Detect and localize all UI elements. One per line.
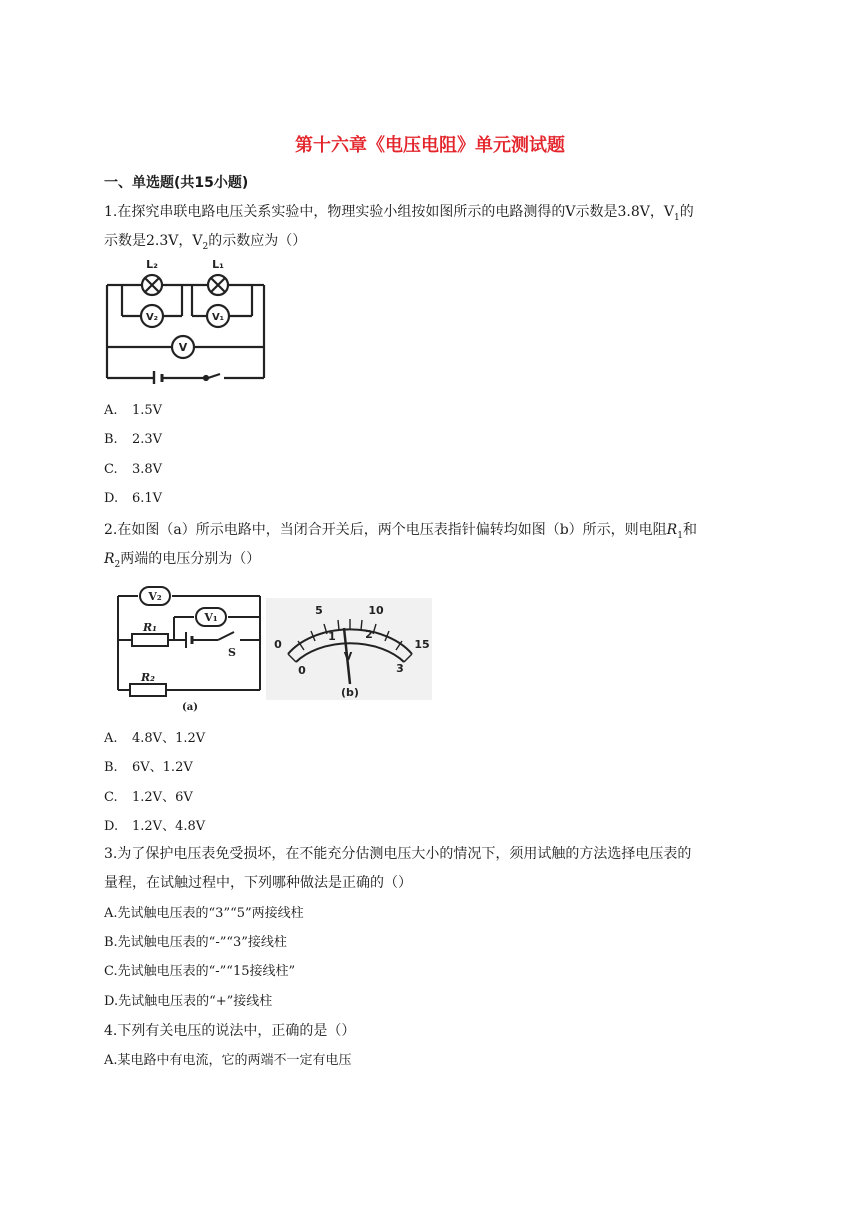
q2-stem-line1: 2.在如图（a）所示电路中，当闭合开关后，两个电压表指针偏转均如图（b）所示，则电阻$R_1$和 (104, 522, 697, 541)
section-heading: 一、单选题(共15小题) (104, 175, 249, 191)
q2-label-r1: R₁ (143, 621, 157, 634)
q1-label-l1: L₁ (212, 258, 224, 271)
q2-stem-line2: $R_2$两端的电压分别为（） (104, 551, 261, 570)
q1-label-v2: V₂ (145, 312, 159, 323)
page-title: 第十六章《电压电阻》单元测试题 (295, 135, 565, 156)
q2-scale-2: 2 (365, 628, 373, 641)
q3-option-a[interactable]: A.先试触电压表的“3”“5”两接线柱 (104, 906, 304, 921)
q2-label-v2: V₂ (148, 590, 162, 603)
q2-label-s: S (228, 646, 236, 659)
q2-scale-5: 5 (315, 604, 323, 617)
q2-scale-10: 10 (368, 604, 384, 617)
q2-option-a[interactable]: A. 4.8V、1.2V (104, 731, 206, 746)
q2-option-d[interactable]: D. 1.2V、4.8V (104, 819, 206, 834)
q2-option-b[interactable]: B. 6V、1.2V (104, 760, 193, 775)
q1-circuit-figure (104, 258, 270, 384)
q2-meter-figure-b (266, 598, 432, 700)
q1-stem-line2: 示数是2.3V，$V_2$的示数应为（） (104, 233, 307, 252)
q2-scale-0-outer: 0 (274, 638, 282, 651)
q1-option-b[interactable]: B. 2.3V (104, 432, 163, 447)
q1-label-v1: V₁ (211, 312, 225, 323)
q3-option-c[interactable]: C.先试触电压表的“-”“15接线柱” (104, 964, 296, 979)
q4-stem-line1: 4.下列有关电压的说法中，正确的是（） (104, 1023, 356, 1039)
q1-option-a[interactable]: A. 1.5V (104, 403, 163, 418)
q2-label-r2: R₂ (141, 671, 155, 684)
q2-label-b: (b) (341, 686, 359, 699)
q4-option-a[interactable]: A.某电路中有电流，它的两端不一定有电压 (104, 1053, 352, 1068)
q1-label-l2: L₂ (146, 258, 158, 271)
q2-meter-v: V (343, 650, 353, 663)
q3-stem-line1: 3.为了保护电压表免受损坏，在不能充分估测电压大小的情况下，须用试触的方法选择电压表的 (104, 846, 692, 862)
q2-label-v1: V₁ (204, 611, 218, 624)
q2-scale-0-inner: 0 (298, 664, 306, 677)
q3-option-b[interactable]: B.先试触电压表的“-”“3”接线柱 (104, 935, 287, 950)
q1-option-c[interactable]: C. 3.8V (104, 462, 163, 477)
q2-scale-1: 1 (328, 630, 336, 643)
q1-stem-line1: 1.在探究串联电路电压关系实验中，物理实验小组按如图所示的电路测得的V示数是3.8V，$V_1$的 (104, 204, 694, 223)
q3-stem-line2: 量程，在试触过程中，下列哪种做法是正确的（） (104, 875, 412, 891)
q1-option-d[interactable]: D. 6.1V (104, 491, 163, 506)
q2-label-a: (a) (182, 702, 198, 713)
q1-label-v: V (178, 341, 188, 354)
q2-circuit-figure-a (110, 584, 266, 714)
q2-scale-3: 3 (396, 662, 404, 675)
q2-option-c[interactable]: C. 1.2V、6V (104, 790, 193, 805)
q3-option-d[interactable]: D.先试触电压表的“+”接线柱 (104, 994, 273, 1009)
q2-scale-15: 15 (414, 638, 430, 651)
